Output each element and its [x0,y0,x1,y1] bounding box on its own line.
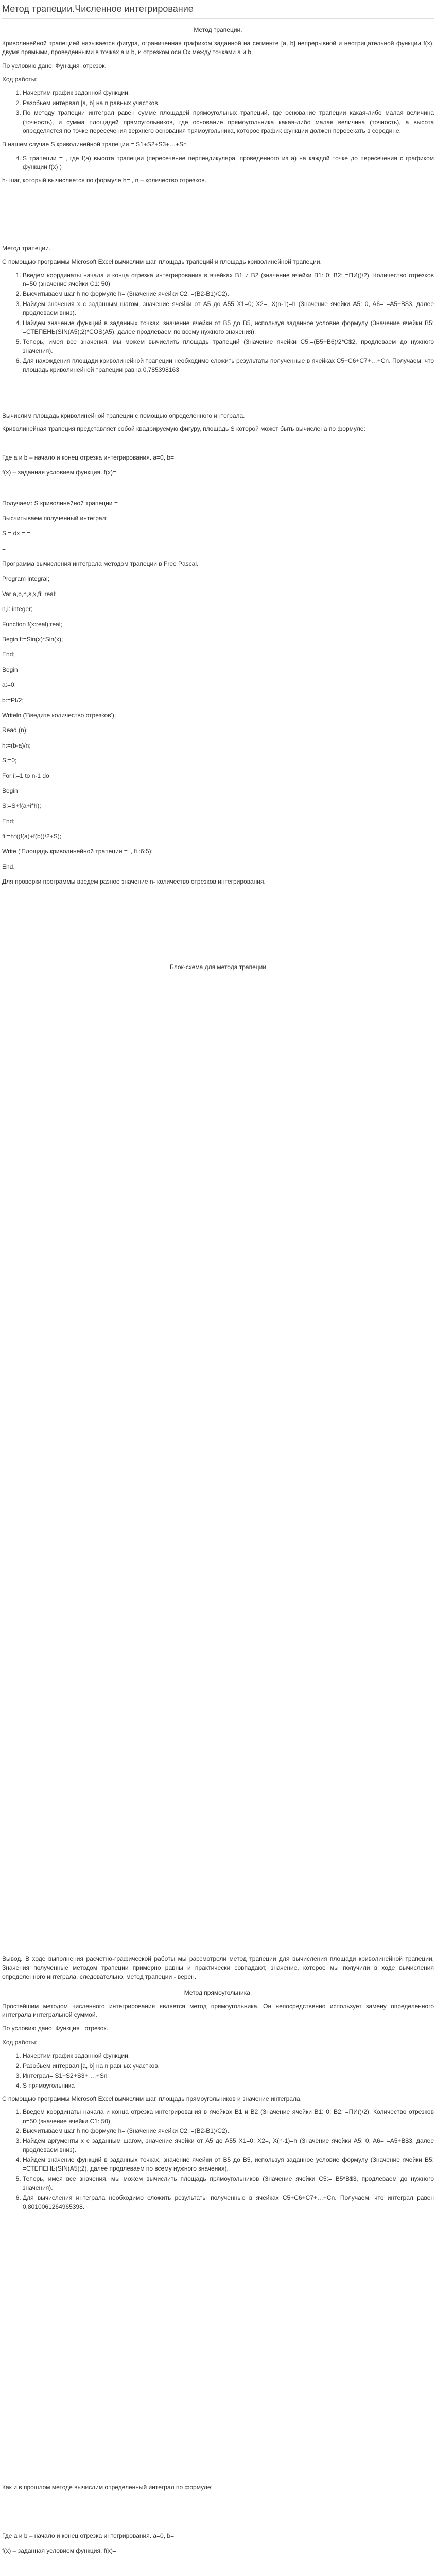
figure-area-excel [2,379,434,408]
list-item: 6. Для нахождения площади криволинейной трапеции необходимо сложить результаты полученные в ячейках C5+C6+C7+…+Cn. Получаем, что площадь криволинейной трапеции равна 0,785398163 [23,357,434,375]
trapezoid-check-text: Для проверки программы введем разное значение n- количество отрезков интегрирования. [2,878,266,886]
trapezoid-function-line: f(x) – заданная условием функция. f(x)= [2,469,116,477]
list-item: 6. Для вычисления интеграла необходимо сложить результаты полученные в ячейках C5+C6+C7+…+Cn. Получаем, что интеграл равен 0,8010061264965398. [23,2194,434,2212]
code-line: Write ('Площадь криволинейной трапеции = ', fi :6:5); [2,848,153,855]
list-item: 5. Теперь, имея все значения, мы можем вычислить площадь трапеций (Значение ячейки C5:=(B5+B6)/2*C$2, продлеваем до нужного значения). [23,337,434,355]
list-item: 4. Найдем значение функций в заданных точках, значение ячейки от B5 до B5, используя заданное условие формулу (Значение ячейки B5: =СТЕПЕНЬ(SIN(A5);2), далее продлеваем по всему нужного значения). [23,2156,434,2174]
list-item: 1. Введем координаты начала и конца отрезка интегрирования в ячейках B1 и B2 (значение ячейки B1: 0; B2: =ПИ()/2). Количество отрезков n=50 (значение ячейки C1: 50) [23,271,434,289]
trapezoid-theory-section [0,26,436,185]
code-line: End; [2,817,15,825]
code-line: Function f(x:real):real; [2,620,62,628]
trapezoid-sum-formula: В нашем случае S криволинейной трапеции = S1+S2+S3+…+Sn [2,141,187,148]
rectangle-pascal-section [0,2483,436,2576]
trapezoid-definite-integral-intro: Вычислим площадь криволинейной трапеции с помощью определенного интеграла. [2,412,245,419]
code-line: Begin f:=Sin(x)*Sin(x); [2,636,63,643]
rectangle-function-line: f(x) – заданная условием функция. f(x)= [2,2547,116,2555]
figure-area-program-output [2,893,434,959]
list-item: 2. Высчитываем шаг h по формуле h= (Значение ячейки C2: =(B2-B1)/C2). [23,2127,434,2136]
trapezoid-step-formula: h- шаг, который вычисляется по формуле h= , n – количество отрезков. [2,177,206,184]
code-line: Writeln ('Введите количество отрезков'); [2,711,116,719]
code-line: h:=(b-a)/n; [2,741,31,749]
list-item: 2. Высчитываем шаг h по формуле h= (Значение ячейки C2: =(B2-B1)/C2). [23,290,434,298]
list-item: 5. Теперь, имея все значения, мы можем вычислить площадь прямоугольников (Значение ячейки C5:= B5*B$3, продлеваем до нужного значения). [23,2175,434,2193]
code-line: n,i: integer; [2,605,33,613]
code-line: End. [2,862,15,870]
trapezoid-progress-label: Ход работы: [2,75,38,83]
trapezoid-excel-steps [2,271,434,375]
code-line: Begin [2,666,18,673]
list-item: 3. Интеграл= S1+S2+S3+ …+Sn [23,2072,434,2080]
rectangle-heading: Метод прямоугольника. [184,1989,252,1997]
title-divider [2,18,434,19]
trapezoid-equals-line: = [2,545,6,552]
code-line: Begin [2,787,18,794]
rectangle-excel-steps [2,2108,434,2211]
trapezoid-excel-heading: Метод трапеции. [2,244,51,252]
list-item: 4. Найдем значение функций в заданных точках, значение ячейки от B5 до B5, используя заданное условие формулу (Значение ячейки B5: =СТЕПЕНЬ(SIN(A5);2)*COS(A5), далее продлеваем по всему нужного значения). [23,319,434,337]
trapezoid-pascal-section [0,453,436,972]
trapezoid-code-listing [2,574,434,871]
trapezoid-result-line: Получаем: S криволинейной трапеции = [2,499,118,507]
rectangle-intro: Простейшим методом численного интегрирования является метод прямоугольника. Он непосредственно использует замену определенного интеграла интегральной суммой. [2,2002,434,2019]
figure-area-rect-graph [0,2215,436,2281]
code-line: Program integral; [2,575,50,583]
trapezoid-s-line: S = dx = = [2,530,31,537]
rectangle-section [0,1955,436,2211]
trapezoid-excel-section [0,244,436,434]
rectangle-given: По условию дано: Функция , отрезок. [2,2025,109,2032]
trapezoid-program-caption: Программа вычисления интеграла методом трапеции в Free Pascal. [2,560,199,568]
trapezoid-flowchart-caption: Блок-схема для метода трапеции [169,963,267,971]
trapezoid-steps-list-2 [2,154,434,172]
code-line: Read (n); [2,726,28,734]
rectangle-check-line: Как и в прошлом методе вычислим определенный интеграл по формуле: [2,2484,213,2492]
list-item: 4. S трапеции = , где f(a) высота трапеции (пересечение перпендикуляра, проведенного из a) на каждой точке до пересечения с графиком функции f(x) ) [23,154,434,172]
page-title: Метод трапеции.Численное интегрирование [2,4,194,14]
code-line: S:=S+f(a+i*h); [2,802,41,810]
code-line: S:=0; [2,757,17,765]
list-item: 3. По методу трапеции интеграл равен сумме площадей прямоугольных трапеций, где основание трапеции какая-либо малая величина (точность), и сумма площадей прямоугольников, где основание прямоугольника какая-либо малая величина (точность), а высота определяется по точке пересечения верхнего основания прямоугольника, которое график функции должен пересекать в середине. [23,109,434,135]
list-item: 1. Начертим график заданной функции. [23,2052,434,2060]
trapezoid-conclusion: Вывод. В ходе выполнения расчетно-графической работы мы рассмотрели метод трапеции для вычисления площади криволинейной трапеции. Значения полученные методом трапеции примерно равны и практически совпадают, значение, которое мы получили в ходе вычисления определенного интеграла, следовательно, метод трапеции - верен. [2,1955,434,1980]
list-item: 4. S прямоугольника [23,2081,434,2090]
code-line: Var a,b,h,s,x,fi: real; [2,590,57,598]
figure-area-graph [0,190,436,240]
trapezoid-given: По условию дано: Функция ,отрезок. [2,62,107,70]
code-line: b:=PI/2; [2,696,24,704]
code-line: a:=0; [2,681,16,689]
trapezoid-heading: Метод трапеции. [194,26,242,34]
trapezoid-steps-list [2,89,434,135]
code-line: End; [2,651,15,658]
rectangle-steps-list [2,2052,434,2091]
rectangle-bounds-line: Где a и b – начало и конец отрезка интегрирования. a=0, b= [2,2532,175,2539]
list-item: 1. Начертим график заданной функции. [23,89,434,97]
figure-area-flowchart-1 [0,978,436,1044]
list-item: 2. Разобьем интервал [a, b] на n равных участков. [23,2062,434,2071]
list-item: 3. Найдем значения x с заданным шагом, значение ячейки от A5 до A55 X1=0; X2=, X(n-1)=h (Значение ячейки A5: 0, A6= =A5+B$3, далее продлеваем вниз). [23,300,434,318]
trapezoid-integral-label: Высчитываем полученный интеграл: [2,514,108,522]
list-item: 2. Разобьем интервал [a, b] на n равных участков. [23,99,434,108]
rectangle-excel-intro: С помощью программы Microsoft Excel вычислим шаг, площадь прямоугольников и значение интеграла. [2,2095,302,2103]
trapezoid-area-rule: Криволинейная трапеция представляет собой квадрируемую фигуру, площадь S которой может быть вычислена по формуле: [2,425,365,433]
list-item: 3. Найдем аргументы x с заданным шагом, значение ячейки от A5 до A55 X1=0; X2=, X(n-1)=h (Значение ячейки A5: 0, A6= =A5+B$3, далее продлеваем вниз). [23,2137,434,2155]
list-item: 1. Введем координаты начала и конца отрезка интегрирования в ячейках B1 и B2 (Значение ячейки B1: 0; B2: =ПИ()/2). Количество отрезков n=50 (значение ячейки C1: 50) [23,2108,434,2126]
trapezoid-intro: Криволинейной трапецией называется фигура, ограниченная графиком заданной на сегменте [a, b] непрерывной и неотрицательной функции f(x), двумя прямыми, проведенными в точках a и b, и отрезком оси Ox между точками a и b. [2,39,434,56]
code-line: For i:=1 to n-1 do [2,772,49,779]
code-line: fi:=h*((f(a)+f(b))/2+S); [2,833,62,840]
figure-area-formula [0,438,436,449]
rectangle-progress-label: Ход работы: [2,2038,38,2046]
trapezoid-excel-intro: С помощью программы Microsoft Excel вычислим шаг, площадь трапеций и площадь криволинейной трапеции. [2,258,322,266]
trapezoid-bounds-line: Где a и b – начало и конец отрезка интегрирования. a=0, b= [2,453,175,461]
